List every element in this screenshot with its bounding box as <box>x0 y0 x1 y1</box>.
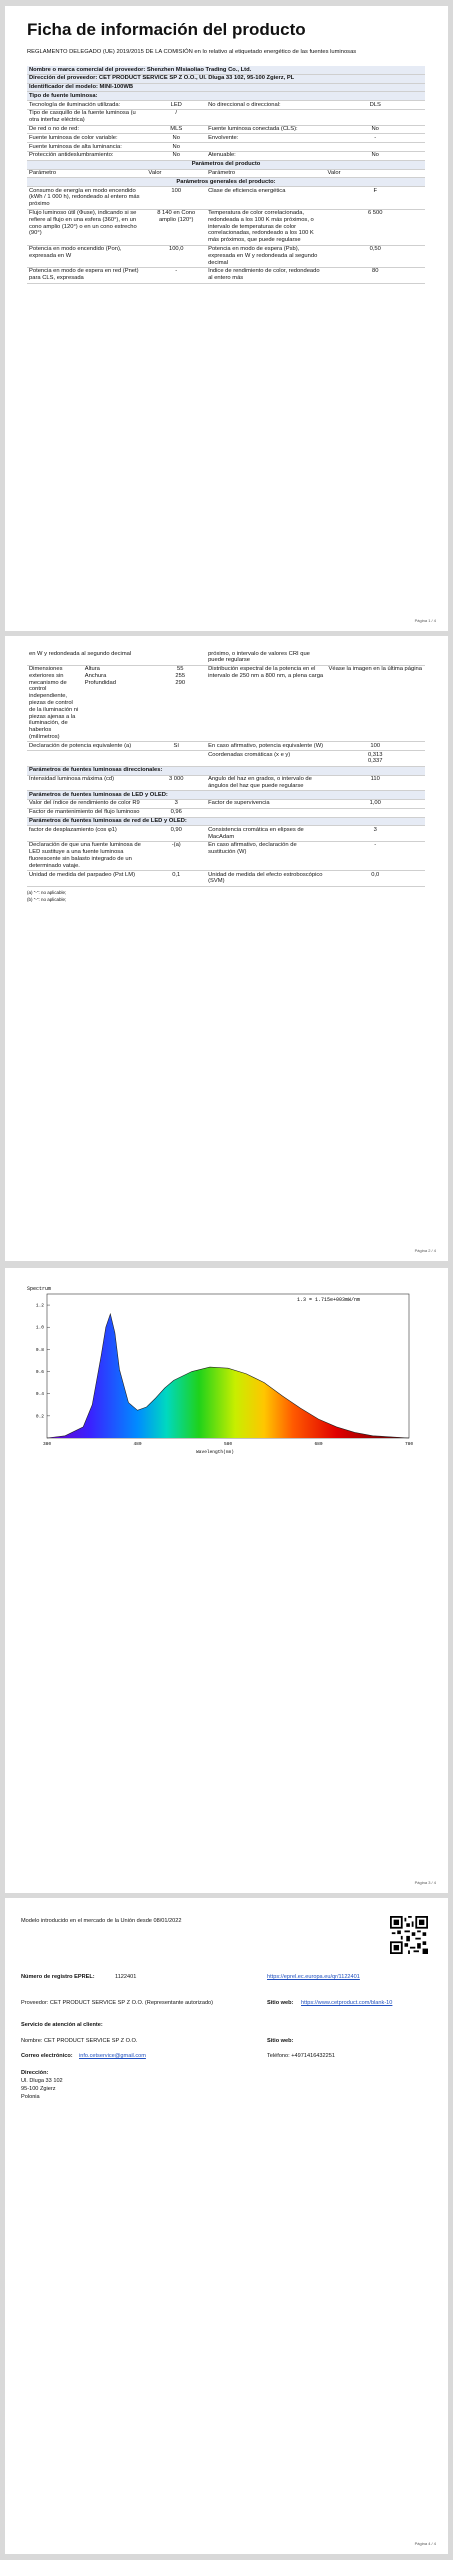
page-3 <box>5 1268 448 1893</box>
param-value <box>325 809 425 817</box>
market-date: Modelo introducido en el mercado de la Unión desde 08/01/2022 <box>21 1918 182 1924</box>
chart-label: Spectrum <box>27 1286 52 1292</box>
param-label: Consumo de energía en modo encendido (kWh / 1 000 h), redondeado al entero más próximo <box>29 187 140 208</box>
page-number: Página 1 / 4 <box>414 618 436 623</box>
param-value: 100,0 <box>168 246 184 253</box>
table-row <box>27 800 425 809</box>
page-1 <box>5 6 448 631</box>
param-value: Sí <box>173 742 179 749</box>
page-title: Ficha de información del producto <box>27 20 306 39</box>
page-4 <box>5 1898 448 2554</box>
dim-name: Anchura <box>84 672 107 679</box>
param-value: 3 <box>373 826 377 833</box>
general-header: Parámetros generales del producto: <box>176 178 276 185</box>
page-2 <box>5 636 448 1261</box>
x-axis-label: Wavelength(nm) <box>196 1450 234 1455</box>
qr-code-icon <box>390 1916 428 1954</box>
param-label: Clase de eficiencia energética <box>208 187 286 194</box>
param-label: Unidad de medida del parpadeo (Pst LM) <box>29 871 136 878</box>
param-value: DLS <box>369 101 381 108</box>
footnote: (a) "-": no aplicable; <box>27 889 67 895</box>
table-row <box>27 134 425 143</box>
x-tick-label: 580 <box>223 1442 233 1447</box>
col-header-value-2: Valor <box>327 170 341 177</box>
param-value: 0,90 <box>170 826 182 833</box>
param-value: - <box>175 268 178 275</box>
table-row <box>27 246 425 268</box>
param-label: No direccional o direccional: <box>208 101 281 108</box>
param-label: Temperatura de color correlacionada, redondeada a los 100 K más próximos, o intervalo de temperaturas de color correlacionadas, redondeado a los 100 K más próximos, que puede regularse <box>208 210 314 244</box>
param-label: Tecnología de iluminación utilizada: <box>29 101 121 108</box>
type-header: Tipo de fuente luminosa: <box>29 92 98 99</box>
param-value: 100 <box>370 742 381 749</box>
param-value: 6 500 <box>367 210 383 217</box>
chroma-row <box>27 751 425 767</box>
email-link[interactable]: info.cetservice@gmail.com <box>79 2053 146 2059</box>
x-tick-label: 480 <box>133 1442 142 1447</box>
dim-value: 290 <box>175 679 186 686</box>
param-value: 0,96 <box>170 809 182 816</box>
param-label: Potencia en modo de espera en red (Pnet) para CLS, expresada <box>29 268 139 282</box>
param-label <box>206 143 325 151</box>
net-header-row <box>27 818 425 827</box>
param-label <box>206 809 325 817</box>
param-value <box>325 110 425 125</box>
x-tick-label: 380 <box>42 1442 52 1447</box>
table-row <box>27 126 425 135</box>
param-label: Protección antideslumbramiento: <box>29 152 114 159</box>
table-row <box>27 101 425 110</box>
model-text: Identificador del modelo: MINI-100WB <box>29 84 134 91</box>
address-label: Dirección: <box>21 2070 49 2076</box>
table-row <box>27 826 425 842</box>
param-value: 0,50 <box>369 246 381 253</box>
address-row <box>27 75 425 84</box>
param-value: F <box>373 187 377 194</box>
param-value: 3 <box>174 800 178 807</box>
chroma-label: Coordenadas cromáticas (x e y) <box>208 751 291 758</box>
product-params-table-cont <box>27 650 425 903</box>
chart-legend: 1.3 = 1.715e+003mW/nm <box>297 1297 361 1303</box>
x-tick-label: 680 <box>314 1442 323 1447</box>
param-label: Envolvente: <box>208 134 239 141</box>
param-value: 3 000 <box>168 776 184 783</box>
led-header-row <box>27 791 425 800</box>
dim-value: 55 <box>176 666 184 673</box>
dim-name: Profundidad <box>84 679 116 686</box>
param-label: Fuente luminosa conectada (CLS): <box>208 126 298 133</box>
eprel-label: Número de registro EPREL: <box>21 1974 95 1980</box>
dimensions-values <box>83 666 206 742</box>
param-value: LED <box>170 101 182 108</box>
distribution-value: Véase la imagen en la última página <box>328 666 422 673</box>
param-label: Atenuable: <box>208 152 236 159</box>
param-value: No <box>172 134 180 141</box>
table-row <box>27 143 425 152</box>
param-label: Factor de supervivencia <box>208 800 270 807</box>
supplier-text: Proveedor: CET PRODUCT SERVICE SP Z O.O. (Representante autorizado) <box>21 2000 214 2006</box>
phone-text: Teléfono: +4971416432251 <box>267 2053 335 2059</box>
address-line: Polonia <box>21 2094 40 2100</box>
model-row <box>27 84 425 93</box>
param-value: - <box>374 134 377 141</box>
footnotes <box>27 890 425 904</box>
param-value: No <box>172 152 180 159</box>
y-tick-label: 0.4 <box>35 1392 44 1398</box>
column-header-row <box>27 170 425 179</box>
col-header-param-2: Parámetro <box>208 170 236 177</box>
param-label: Fuente luminosa de color variable: <box>29 134 118 141</box>
param-value: No <box>371 126 379 133</box>
general-header-row <box>27 178 425 187</box>
param-value: -(a) <box>171 842 181 849</box>
table-row <box>27 871 425 887</box>
service-name: Nombre: CET PRODUCT SERVICE SP Z O.O. <box>21 2038 138 2044</box>
param-label: Intensidad luminosa máxima (cd) <box>29 776 115 783</box>
web-label: Sitio web: <box>267 2000 294 2006</box>
param-label: Consistencia cromática en elipses de MacAdam <box>208 826 304 840</box>
table-row <box>27 152 425 161</box>
param-label: Fuente luminosa de alta luminancia: <box>29 143 122 150</box>
intro-text: REGLAMENTO DELEGADO (UE) 2019/2015 DE LA COMISIÓN en lo relativo al etiquetado energético de las fuentes luminosas <box>27 49 357 55</box>
dim-value: 255 <box>175 672 186 679</box>
email-label: Correo electrónico: <box>21 2053 73 2059</box>
table-row <box>27 842 425 871</box>
col-header-param-1: Parámetro <box>29 170 57 177</box>
param-label: En caso afirmativo, potencia equivalente (W) <box>208 742 324 749</box>
service-header: Servicio de atención al cliente: <box>21 2022 103 2028</box>
col-header-value-1: Valor <box>148 170 162 177</box>
service-web-label: Sitio web: <box>267 2038 294 2044</box>
params-header-row <box>27 161 425 170</box>
chroma-x: 0,313 <box>367 751 383 758</box>
eprel-value: 1122401 <box>115 1974 137 1980</box>
param-value: 80 <box>371 268 379 275</box>
param-value: No <box>371 152 379 159</box>
param-label: Valor del índice de rendimiento de color R9 <box>29 800 140 807</box>
param-label: De red o no de red: <box>29 126 79 133</box>
param-value: 0,0 <box>371 871 380 878</box>
y-tick-label: 0.6 <box>35 1370 44 1376</box>
y-tick-label: 1.2 <box>35 1303 44 1309</box>
table-row <box>27 742 425 751</box>
param-label: Potencia en modo de espera (Psb), expresada en W y redondeada al segundo decimal <box>208 246 318 266</box>
table-row <box>27 809 425 818</box>
cont-right: próximo, o intervalo de valores CRI que puede regularse <box>208 650 310 664</box>
param-value: MLS <box>170 126 183 133</box>
params-header: Parámetros del producto <box>191 161 261 168</box>
dimensions-row <box>27 666 425 743</box>
param-label: factor de desplazamiento (cos φ1) <box>29 826 117 833</box>
x-tick-label: 780 <box>404 1442 414 1447</box>
table-row <box>27 776 425 792</box>
spectrum-area <box>47 1314 409 1438</box>
param-label: Declaración de que una fuente luminosa de LED sustituye a una fuente luminosa fluorescente sin balasto integrado de un determinado vataje. <box>29 842 141 869</box>
param-value <box>325 143 425 151</box>
page-number: Página 4 / 4 <box>414 2541 436 2546</box>
table-row <box>27 268 425 284</box>
table-row <box>27 187 425 209</box>
led-header: Parámetros de fuentes luminosas de LED y OLED: <box>29 791 168 798</box>
supplier-text: Nombre o marca comercial del proveedor: Shenzhen Mlsiaoliao Trading Co., Ltd. <box>29 66 252 73</box>
net-header: Parámetros de fuentes luminosas de red de LED y OLED: <box>29 818 187 825</box>
distribution-label: Distribución espectral de la potencia en el intervalo de 250 nm a 800 nm, a plena carga <box>208 666 324 679</box>
eprel-link[interactable]: https://eprel.ec.europa.eu/qr/1122401 <box>267 1974 360 1980</box>
footnote: (b) "-": no aplicable; <box>27 896 67 902</box>
param-label: Factor de mantenimiento del flujo luminoso <box>29 809 140 816</box>
page-number: Página 3 / 4 <box>414 1880 436 1885</box>
chroma-values <box>325 751 425 766</box>
type-header-row <box>27 92 425 101</box>
param-value: / <box>175 110 178 117</box>
param-value: 110 <box>370 776 380 783</box>
table-row <box>27 210 425 246</box>
param-label: En caso afirmativo, declaración de sustitución (W) <box>208 842 297 856</box>
dir-header-row <box>27 767 425 776</box>
chroma-y: 0,337 <box>367 758 383 765</box>
dimensions-label: Dimensiones exteriores sin mecanismo de control independiente, piezas de control de la iluminación ni piezas ajenas a la iluminación, de haberlos (milímetros) <box>29 666 79 741</box>
param-label: Índice de rendimiento de color, redondeado al entero más <box>208 268 320 282</box>
table-row <box>27 110 425 126</box>
param-label <box>206 110 325 125</box>
web-link[interactable]: https://www.cetproduct.com/blank-10 <box>301 2000 393 2006</box>
y-tick-label: 0.2 <box>35 1414 44 1420</box>
param-label: Flujo luminoso útil (Φuse), indicando si se refiere al flujo en una esfera (360°), en un cono amplio (120°) o en un cono estrecho (90°) <box>29 210 137 237</box>
address-text: Dirección del proveedor: CET PRODUCT SERVICE SP Z O.O., Ul. Dluga 33 102, 95-100 Zgierz, PL <box>29 75 295 82</box>
spectrum-chart <box>5 1268 448 1468</box>
address-line: Ul. Dluga 33 102 <box>21 2078 63 2084</box>
y-tick-label: 1.0 <box>35 1325 44 1331</box>
param-label: Declaración de potencia equivalente (a) <box>29 742 132 749</box>
y-tick-label: 0.8 <box>35 1347 44 1353</box>
param-value: 100 <box>171 187 182 194</box>
param-value: 0,1 <box>172 871 181 878</box>
dim-name: Altura <box>84 666 100 673</box>
page-number: Página 2 / 4 <box>414 1248 436 1253</box>
param-value: 8 140 en Cono amplio (120°) <box>157 210 196 223</box>
supplier-row <box>27 66 425 75</box>
param-label: Ángulo del haz en grados, o intervalo de ángulos del haz que puede regularse <box>208 776 312 789</box>
param-value: 1,00 <box>369 800 381 807</box>
dir-header: Parámetros de fuentes luminosas direccionales: <box>29 767 163 774</box>
cont-left: en W y redondeada al segundo decimal <box>29 650 132 657</box>
param-value: - <box>374 842 377 849</box>
param-label: Unidad de medida del efecto estroboscópico (SVM) <box>208 871 323 885</box>
param-value: No <box>172 143 180 150</box>
address-line: 95-100 Zgierz <box>21 2086 56 2092</box>
param-label: Tipo de casquillo de la fuente luminosa (u otra interfaz eléctrica) <box>29 110 136 124</box>
param-label: Potencia en modo encendido (Pon), expresada en W <box>29 246 122 259</box>
product-info-table <box>27 66 425 284</box>
continuation-row <box>27 650 425 666</box>
